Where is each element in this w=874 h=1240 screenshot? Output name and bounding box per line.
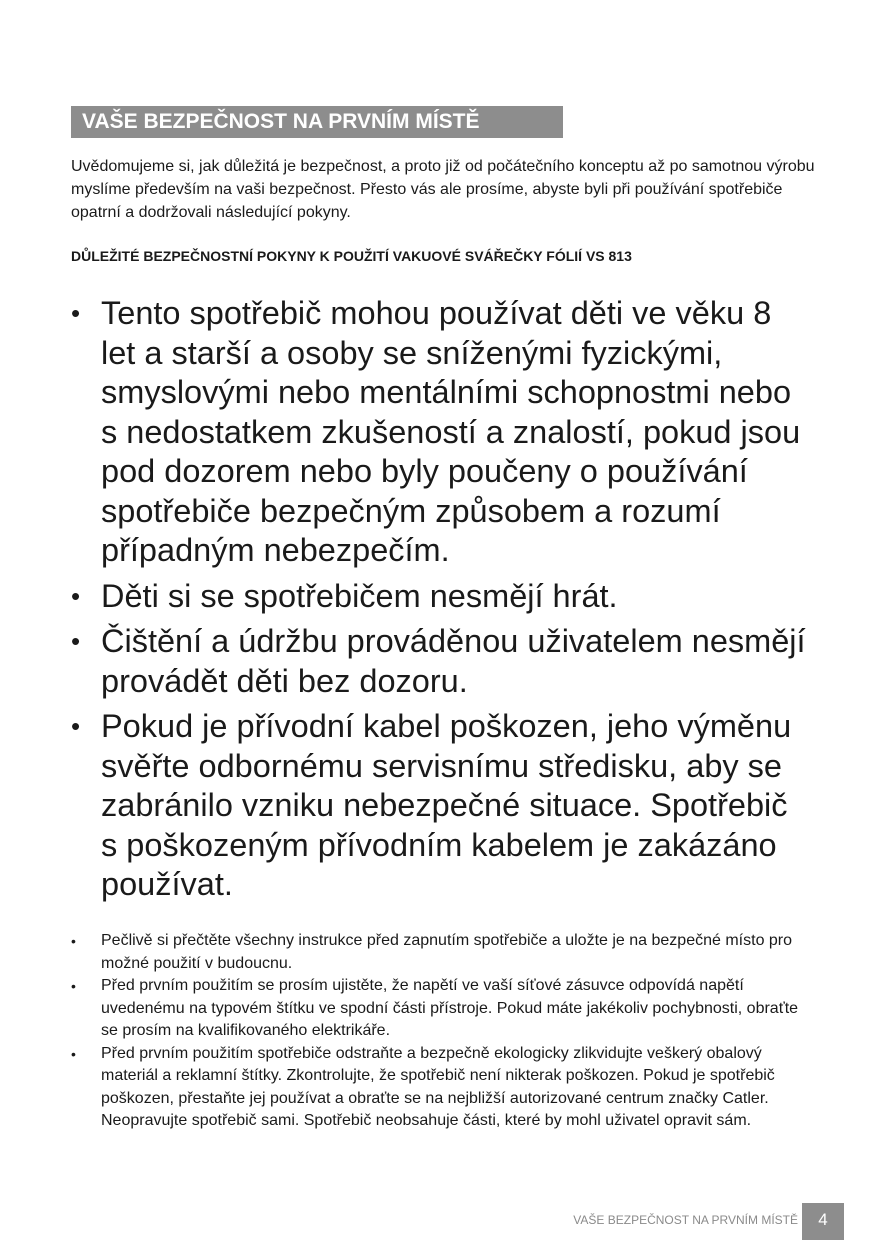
section-title: VAŠE BEZPEČNOST NA PRVNÍM MÍSTĚ: [71, 106, 563, 138]
list-item: • Pečlivě si přečtěte všechny instrukce před zapnutím spotřebiče a uložte je na bezpečné místo pro možné použití v budoucnu.: [71, 930, 811, 975]
list-item: • Před prvním použitím se prosím ujistěte, že napětí ve vaší síťové zásuvce odpovídá napětí uvedenému na typovém štítku ve spodní části přístroje. Pokud máte jakékoliv pochybnosti, obraťte se prosím na kvalifikovaného elektrikáře.: [71, 975, 811, 1043]
important-safety-list: [71, 294, 811, 911]
intro-paragraph: Uvědomujeme si, jak důležitá je bezpečnost, a proto již od počátečního konceptu až po samotnou výrobu myslíme především na vaši bezpečnost. Přesto vás ale prosíme, abyste byli při používání spotřebiče opatrní a dodržovali následující pokyny.: [71, 158, 815, 221]
important-instructions-heading: DŮLEŽITÉ BEZPEČNOSTNÍ POKYNY K POUŽITÍ VAKUOVÉ SVÁŘEČKY FÓLIÍ VS 813: [71, 248, 632, 264]
list-item: • Děti si se spotřebičem nesmějí hrát.: [71, 577, 811, 617]
list-item: • Čištění a údržbu prováděnou uživatelem nesmějí provádět děti bez dozoru.: [71, 622, 811, 701]
list-item: • Pokud je přívodní kabel poškozen, jeho výměnu svěřte odbornému servisnímu středisku, aby se zabránilo vzniku nebezpečné situace. Spotřebič s poškozeným přívodním kabelem je zakázáno používat.: [71, 707, 811, 905]
general-safety-list: [71, 930, 811, 1133]
footer-section-label: VAŠE BEZPEČNOST NA PRVNÍM MÍSTĚ: [573, 1213, 798, 1227]
page-number: 4: [802, 1203, 844, 1240]
list-item: • Tento spotřebič mohou používat děti ve věku 8 let a starší a osoby se sníženými fyzickými, smyslovými nebo mentálními schopnostmi nebo s nedostatkem zkušeností a znalostí, pokud jsou pod dozorem nebo byly poučeny o používání spotřebiče bezpečným způsobem a rozumí případným nebezpečím.: [71, 294, 811, 571]
list-item: • Před prvním použitím spotřebiče odstraňte a bezpečně ekologicky zlikvidujte veškerý obalový materiál a reklamní štítky. Zkontrolujte, že spotřebič není nikterak poškozen. Pokud je spotřebič poškozen, přestaňte jej používat a obraťte se na nejbližší autorizované centrum značky Catler. Neopravujte spotřebič sami. Spotřebič neobsahuje části, které by mohl uživatel opravit sám.: [71, 1043, 811, 1133]
